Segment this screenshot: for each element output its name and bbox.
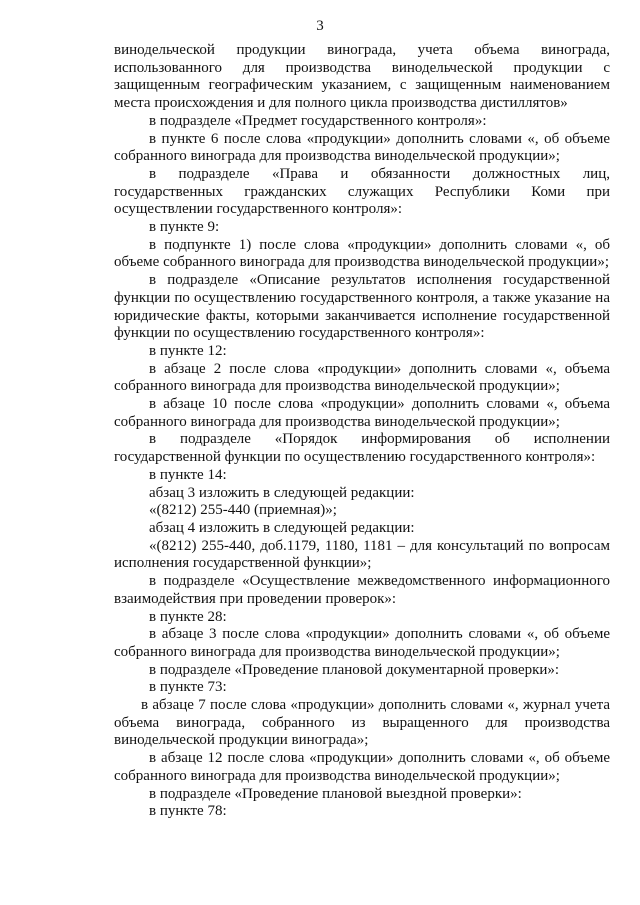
- paragraph: в пункте 6 после слова «продукции» дополнить словами «, об объеме собранного винограда для производства винодельческой продукции»;: [114, 130, 610, 165]
- paragraph: в пункте 12:: [149, 342, 227, 359]
- page-number: 3: [316, 18, 324, 34]
- paragraph: в подпункте 1) после слова «продукции» дополнить словами «, об объеме собранного винограда для производства винодельческой продукции»;: [114, 236, 610, 271]
- paragraph: в подразделе «Проведение плановой выездной проверки»:: [149, 785, 522, 802]
- paragraph: в абзаце 7 после слова «продукции» дополнить словами «, журнал учета объема винограда, собранного из выращенного для производства винодельческой продукции винограда»;: [114, 697, 610, 749]
- paragraph: винодельческой продукции винограда, учета объема винограда, использованного для производства винодельческой продукции с защищенным географическим указанием, с защищенным наименованием места происхождения и для полного цикла производства дистиллятов»: [114, 42, 610, 112]
- paragraph: в подразделе «Осуществление межведомственного информационного взаимодействия при проведении проверок»:: [114, 573, 610, 607]
- paragraph: в абзаце 2 после слова «продукции» дополнить словами «, объема собранного винограда для производства винодельческой продукции»;: [114, 360, 610, 395]
- paragraph: «(8212) 255-440 (приемная)»;: [149, 502, 337, 519]
- paragraph: в подразделе «Порядок информирования об исполнении государственной функции по осуществлению государственного контроля»:: [114, 431, 610, 466]
- paragraph: «(8212) 255-440, доб.1179, 1180, 1181 – для консультаций по вопросам исполнения государственной функции»;: [114, 537, 610, 572]
- paragraph: в пункте 73:: [149, 679, 227, 696]
- paragraph: в пункте 9:: [149, 219, 220, 236]
- paragraph: в пункте 14:: [149, 466, 227, 483]
- paragraph: в подразделе «Права и обязанности должностных лиц, государственных гражданских служащих Республики Коми при осуществлении государственного контроля»:: [114, 165, 610, 218]
- paragraph: в подразделе «Предмет государственного контроля»:: [149, 112, 487, 129]
- paragraph: в подразделе «Описание результатов исполнения государственной функции по осуществлению государственного контроля, а также указание на юридические факты, которыми заканчивается исполнение государственной функции по осуществлению государственного контроля»:: [114, 272, 610, 342]
- paragraph: в абзаце 3 после слова «продукции» дополнить словами «, об объеме собранного винограда для производства винодельческой продукции»;: [114, 626, 610, 660]
- document-body: [114, 42, 610, 821]
- paragraph: в подразделе «Проведение плановой документарной проверки»:: [149, 661, 560, 678]
- paragraph: абзац 4 изложить в следующей редакции:: [149, 519, 415, 536]
- paragraph: в абзаце 10 после слова «продукции» дополнить словами «, объема собранного винограда для производства винодельческой продукции»;: [114, 396, 610, 430]
- paragraph: в пункте 78:: [149, 803, 227, 820]
- paragraph: в абзаце 12 после слова «продукции» дополнить словами «, об объеме собранного винограда для производства винодельческой продукции»;: [114, 750, 610, 784]
- paragraph: в пункте 28:: [149, 608, 227, 625]
- paragraph: абзац 3 изложить в следующей редакции:: [149, 484, 415, 501]
